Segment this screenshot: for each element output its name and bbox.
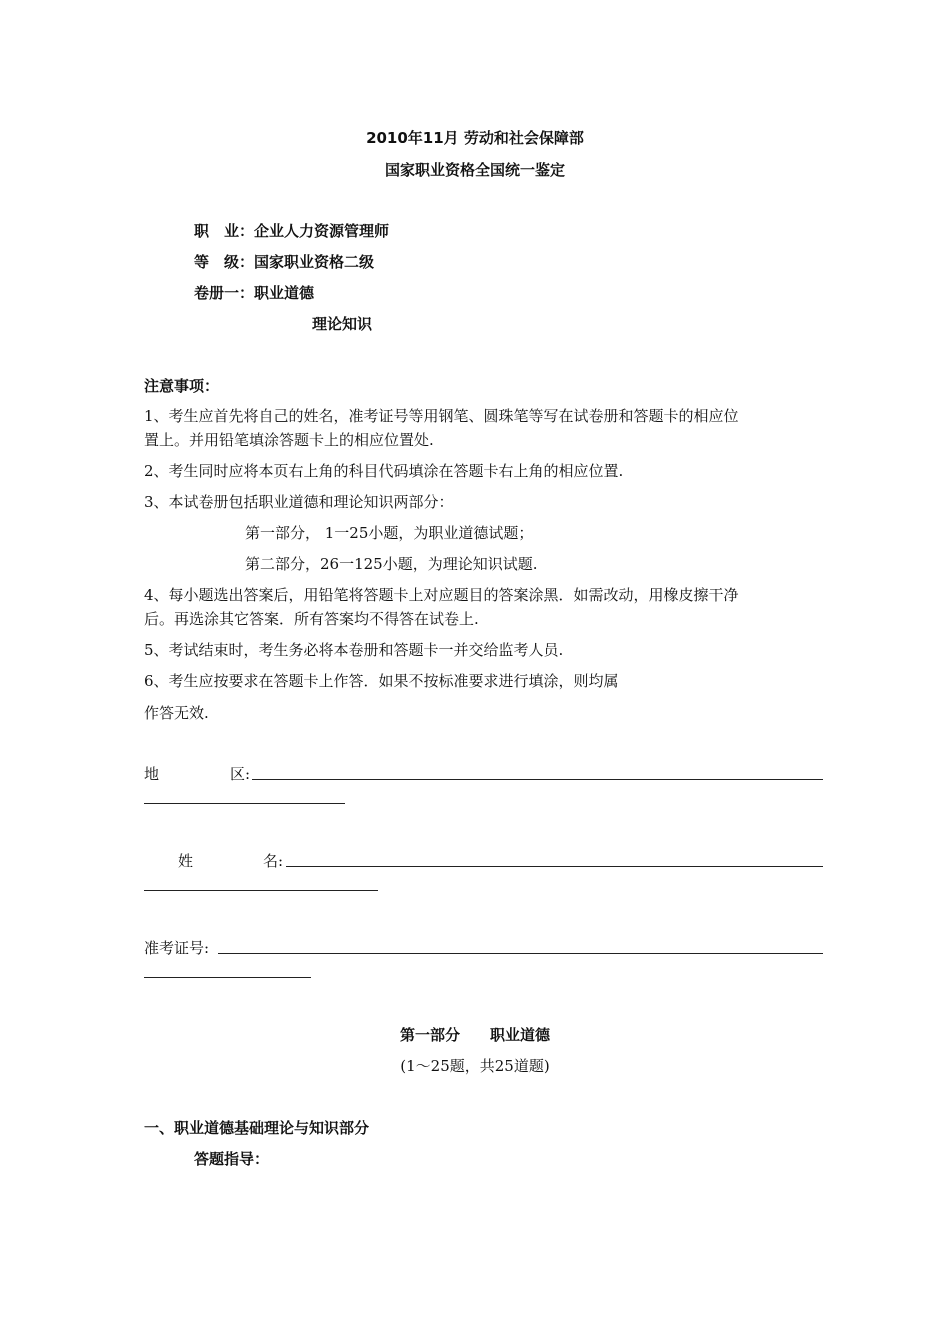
notice-item-4-line-1: 4、每小题选出答案后，用铅笔将答题卡上对应题目的答案涂黑．如需改动，用橡皮擦干净 <box>144 586 739 604</box>
notice-item-2: 2、考生同时应将本页右上角的科目代码填涂在答题卡右上角的相应位置. <box>144 462 624 480</box>
part-1-subtitle: (1～25题，共25道题) <box>400 1057 550 1075</box>
region-label-char-1: 地 <box>144 765 160 783</box>
name-label-char-2: 名: <box>263 852 284 870</box>
date-line: 2010年11月 劳动和社会保障部 <box>366 129 584 147</box>
volume-line: 卷册一：职业道德 <box>194 284 315 302</box>
volume-subtitle: 理论知识 <box>312 315 373 333</box>
notice-item-3-part-1: 第一部分， 1一25小题，为职业道德试题； <box>245 524 534 542</box>
notice-item-5: 5、考试结束时，考生务必将本卷册和答题卡一并交给监考人员. <box>144 641 564 659</box>
region-input-line-continued[interactable] <box>144 803 345 804</box>
exam-id-input-line-continued[interactable] <box>144 977 311 978</box>
exam-id-input-line[interactable] <box>218 953 823 954</box>
region-input-line[interactable] <box>252 779 823 780</box>
level-line: 等 级：国家职业资格二级 <box>194 253 375 271</box>
section-1-heading: 一、职业道德基础理论与知识部分 <box>144 1119 370 1137</box>
notice-item-4-line-2: 后。再选涂其它答案．所有答案均不得答在试卷上. <box>144 610 479 628</box>
name-label-char-1: 姓 <box>178 852 194 870</box>
name-input-line[interactable] <box>286 866 823 867</box>
notice-item-3: 3、本试卷册包括职业道德和理论知识两部分： <box>144 493 454 511</box>
notice-item-6-line-1: 6、考生应按要求在答题卡上作答．如果不按标准要求进行填涂，则均属 <box>144 672 619 690</box>
exam-id-label: 准考证号: <box>144 939 210 957</box>
notice-heading: 注意事项： <box>144 377 220 395</box>
part-1-title: 第一部分 职业道德 <box>399 1026 550 1044</box>
notice-item-6-line-2: 作答无效. <box>144 704 209 722</box>
notice-item-3-part-2: 第二部分，26一125小题，为理论知识试题. <box>245 555 538 573</box>
occupation-line: 职 业：企业人力资源管理师 <box>194 222 390 240</box>
region-label-char-2: 区: <box>230 765 251 783</box>
name-input-line-continued[interactable] <box>144 890 378 891</box>
document-title: 国家职业资格全国统一鉴定 <box>384 161 565 179</box>
notice-item-1-line-1: 1、考生应首先将自己的姓名，准考证号等用钢笔、圆珠笔等写在试卷册和答题卡的相应位 <box>144 407 739 425</box>
notice-item-1-line-2: 置上。并用铅笔填涂答题卡上的相应位置处. <box>144 431 434 449</box>
answer-guide-heading: 答题指导： <box>194 1150 270 1168</box>
